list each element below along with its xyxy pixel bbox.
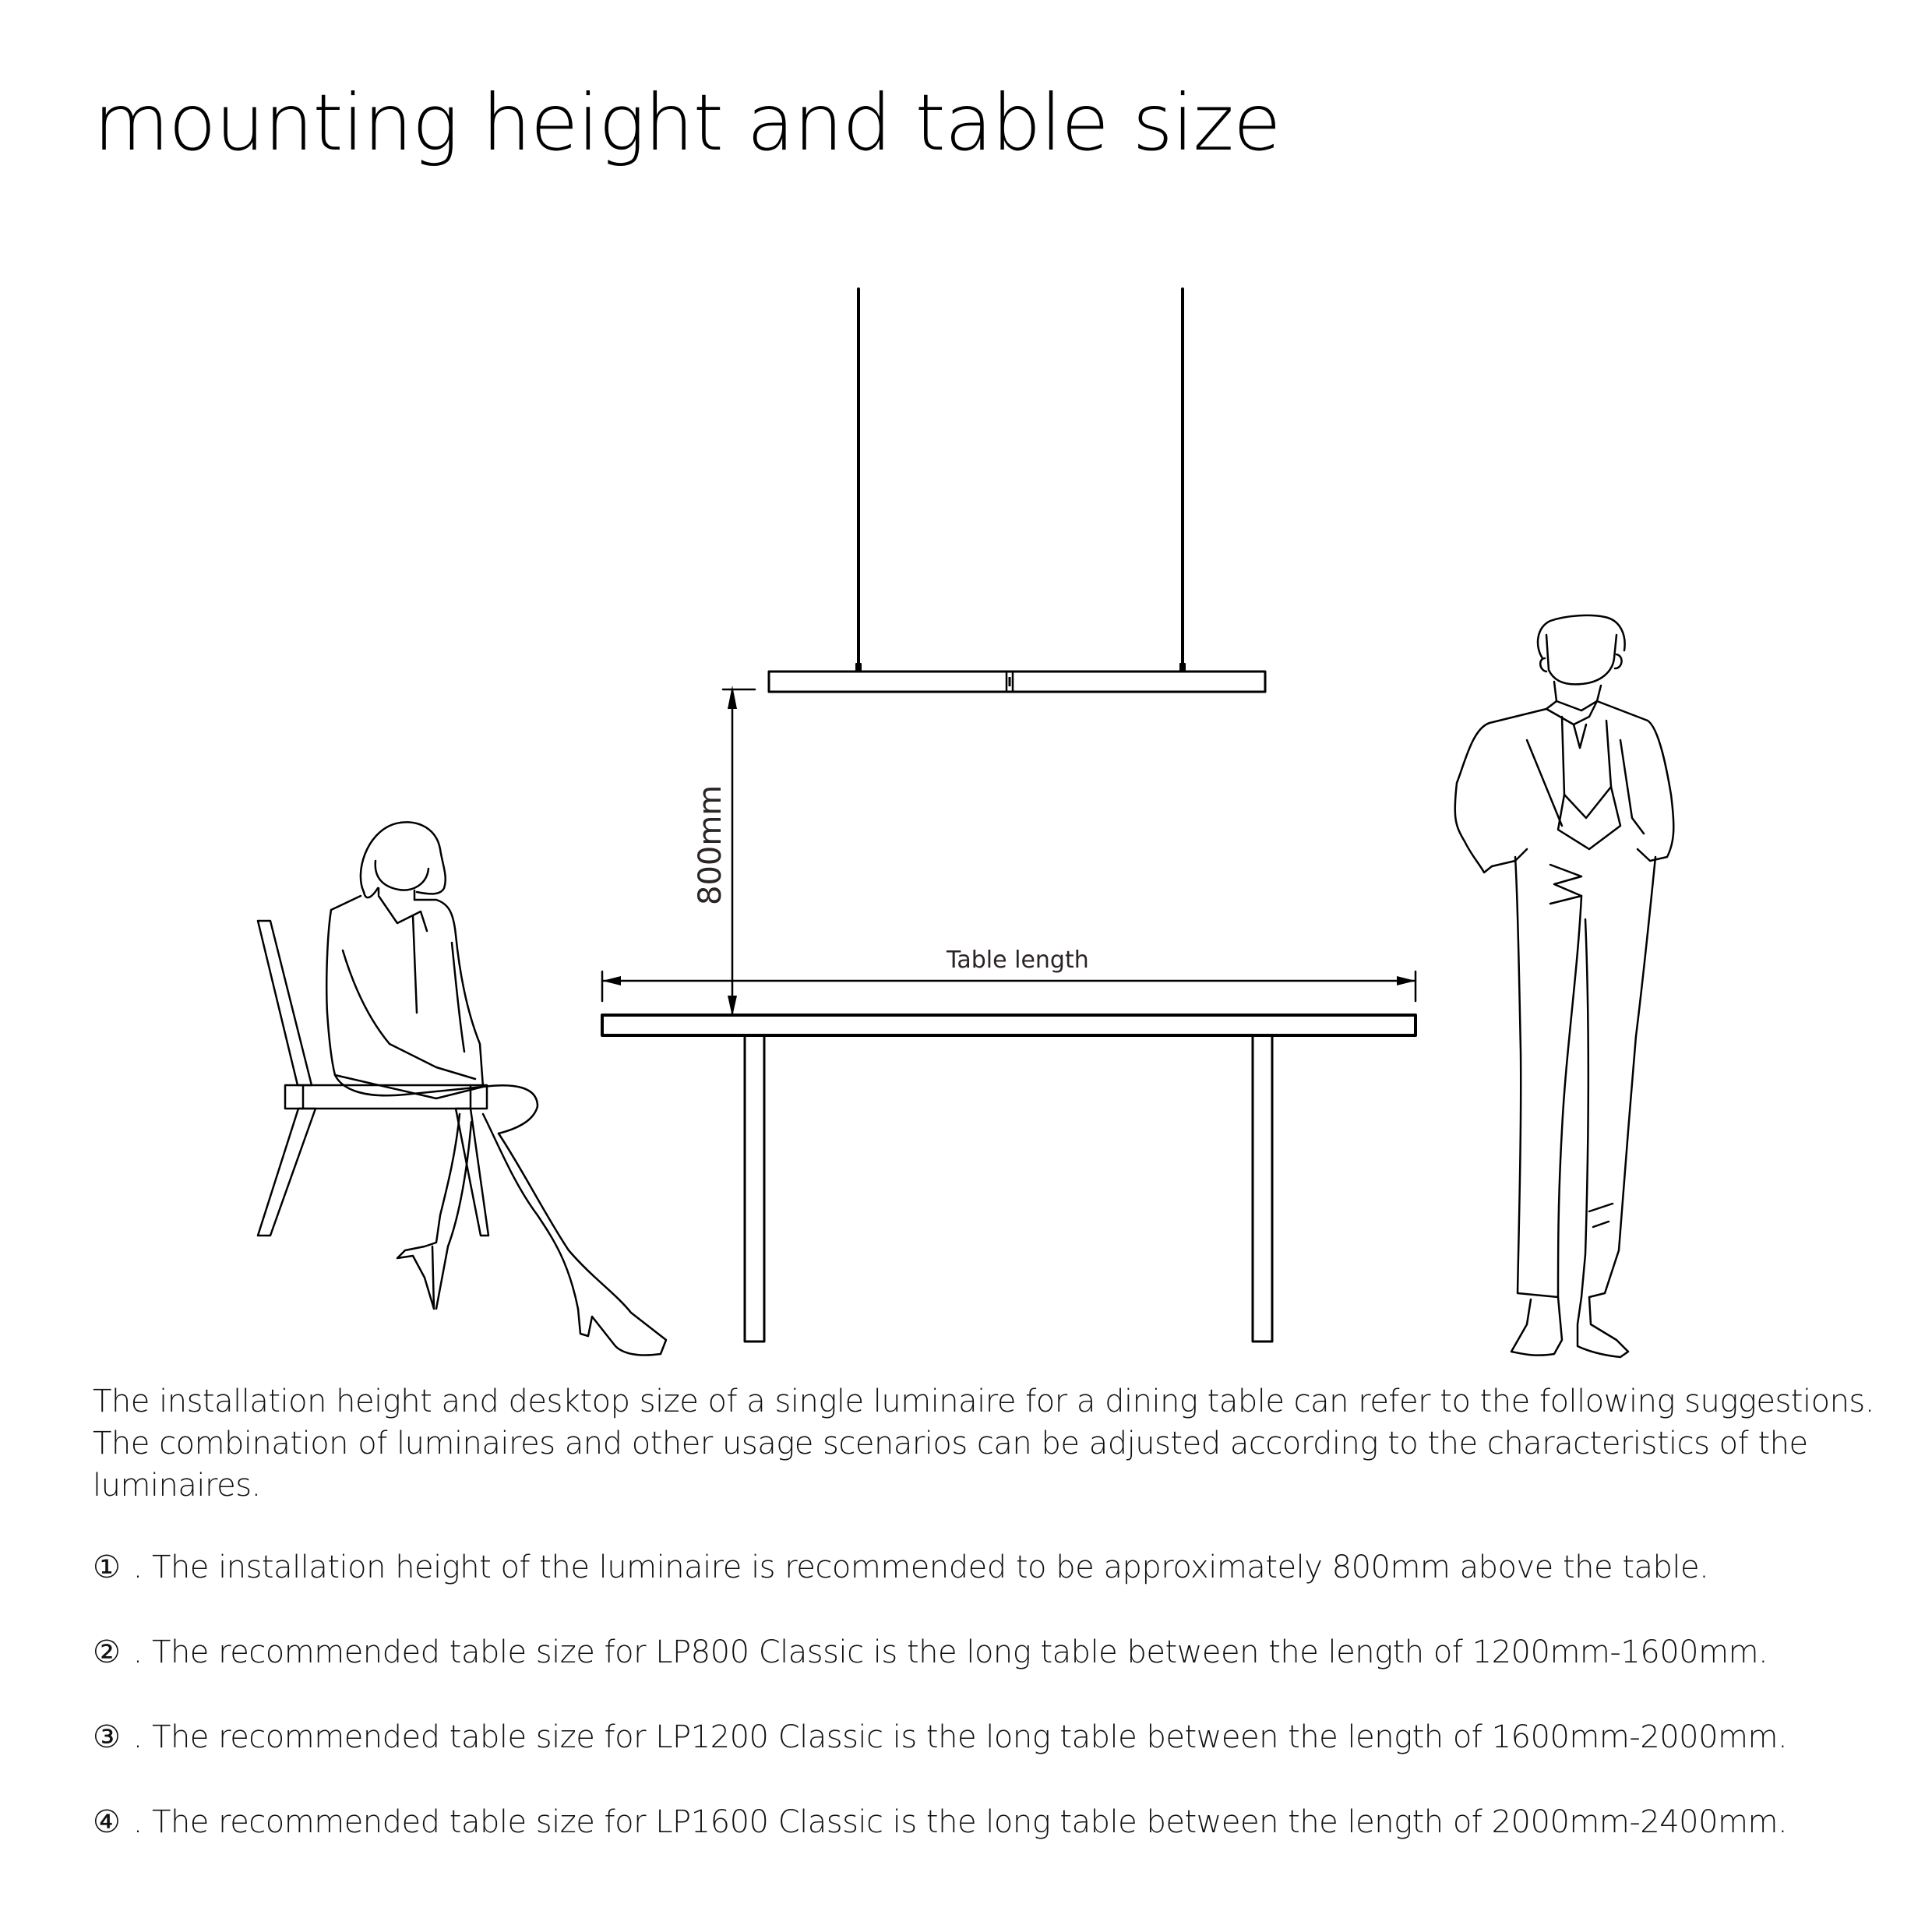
recommendation-item-2 — [93, 1631, 1768, 1673]
page-title: mounting height and table size — [93, 77, 1281, 168]
circled-number-2: ② — [93, 1634, 121, 1670]
table-length-label: Table length — [947, 947, 1089, 974]
intro-paragraph: The installation height and desktop size of a single luminaire for a dining table can refer to the following suggestions. The combination of luminaires and other usage scenarios can be adjusted according to the characteristics of the luminaires. — [93, 1384, 1874, 1504]
recommendation-text: The installation height of the luminaire is recommended to be approximately 800mm above the table. — [152, 1549, 1709, 1585]
circled-number-1: ① — [93, 1549, 121, 1585]
recommendation-text: The recommended table size for LP1200 Classic is the long table between the length of 1600mm-2000mm. — [152, 1719, 1788, 1755]
recommendation-item-1 — [93, 1546, 1708, 1588]
separator: . — [123, 1634, 153, 1670]
separator: . — [123, 1549, 153, 1585]
circled-number-3: ③ — [93, 1719, 121, 1755]
recommendation-item-3 — [93, 1716, 1787, 1758]
table-length-dimension — [602, 947, 1416, 1001]
dining-table — [602, 1015, 1416, 1341]
seated-woman — [326, 822, 666, 1355]
standing-man — [1455, 615, 1674, 1357]
recommendation-text: The recommended table size for LP1600 Classic is the long table between the length of 2000mm-2400mm. — [152, 1804, 1788, 1840]
separator: . — [123, 1719, 153, 1755]
height-dimension-label: 800mm — [693, 784, 728, 905]
suspension-cords — [856, 289, 1185, 672]
circled-number-4: ④ — [93, 1804, 121, 1840]
height-dimension — [693, 686, 755, 1017]
separator: . — [123, 1804, 153, 1840]
recommendation-item-4 — [93, 1801, 1787, 1843]
recommendation-text: The recommended table size for LP800 Classic is the long table between the length of 1200mm-1600mm. — [152, 1634, 1768, 1670]
pendant-luminaire — [769, 672, 1265, 692]
